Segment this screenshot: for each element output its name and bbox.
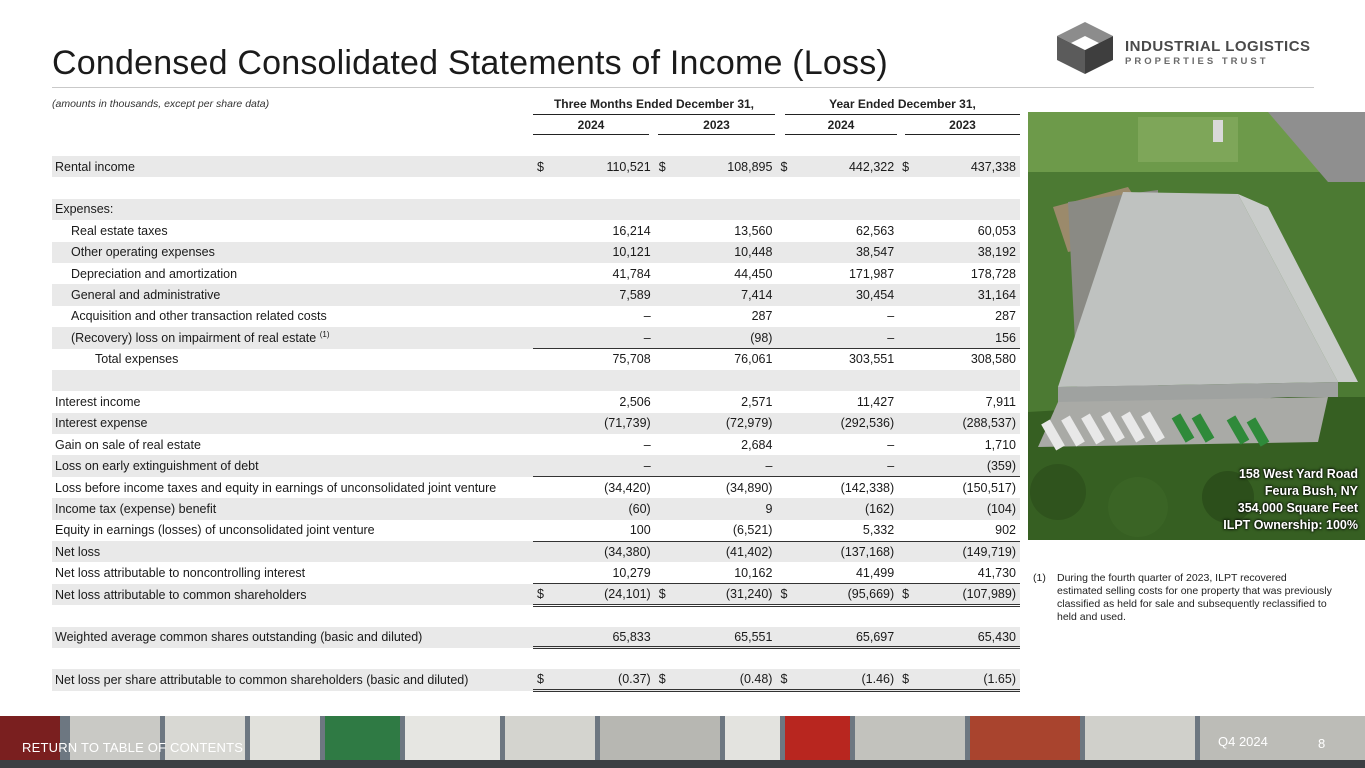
row-label: Net loss <box>52 541 533 562</box>
row-label: (Recovery) loss on impairment of real estate <box>71 331 317 346</box>
page-number: 8 <box>1318 736 1326 751</box>
footer-banner <box>0 716 1365 768</box>
currency-symbol: $ <box>898 156 912 177</box>
value-cell: 10,121 <box>547 242 655 263</box>
value-cell: 62,563 <box>855 223 895 238</box>
table-row <box>52 220 1020 241</box>
year-header: 2024 <box>577 118 605 132</box>
group-header-underline <box>785 114 1020 115</box>
value-cell: 303,551 <box>848 352 895 367</box>
value-cell: 171,987 <box>848 266 895 281</box>
value-cell: (1.46) <box>791 669 899 690</box>
value-cell: (6,521) <box>669 520 777 541</box>
year-header-underline <box>658 134 775 135</box>
table-row <box>52 520 1020 541</box>
value-cell: – <box>791 327 899 348</box>
value-cell: (142,338) <box>840 480 895 495</box>
property-address: 158 West Yard Road <box>1238 467 1358 481</box>
value-cell: (104) <box>912 498 1020 519</box>
value-cell: (71,739) <box>547 413 655 434</box>
row-label: Net loss per share attributable to common shareholders (basic and diluted) <box>52 669 533 690</box>
value-cell: 308,580 <box>970 352 1016 367</box>
row-label: Equity in earnings (losses) of unconsolidated joint venture <box>55 523 375 538</box>
value-cell: 902 <box>912 520 1020 541</box>
table-row <box>52 413 1020 434</box>
table-row <box>52 284 1020 305</box>
year-header: 2023 <box>703 118 730 132</box>
currency-symbol: $ <box>776 584 790 605</box>
row-label: Weighted average common shares outstanding (basic and diluted) <box>52 627 533 648</box>
value-cell: 41,499 <box>791 562 899 583</box>
value-cell: (149,719) <box>912 541 1020 562</box>
table-row <box>52 584 1020 605</box>
value-cell: 5,332 <box>791 520 899 541</box>
company-logo <box>1055 20 1325 76</box>
row-label: Net loss attributable to noncontrolling interest <box>55 566 306 581</box>
property-caption <box>1223 466 1358 534</box>
value-cell: (0.37) <box>547 669 655 690</box>
value-cell: (34,380) <box>547 541 655 562</box>
value-cell: 38,192 <box>912 242 1020 263</box>
value-cell: 10,162 <box>669 562 777 583</box>
currency-symbol: $ <box>776 156 790 177</box>
value-cell: 65,697 <box>791 627 899 648</box>
value-cell: 442,322 <box>791 156 899 177</box>
table-row <box>52 242 1020 263</box>
value-cell: – <box>547 327 655 348</box>
value-cell: (72,979) <box>669 413 777 434</box>
table-row <box>52 669 1020 690</box>
value-cell: 11,427 <box>856 394 895 409</box>
row-label: Real estate taxes <box>71 223 168 238</box>
year-header-underline <box>905 134 1020 135</box>
page-title: Condensed Consolidated Statements of Income (Loss) <box>52 44 888 82</box>
value-cell: – <box>887 437 895 452</box>
value-cell: (359) <box>912 455 1020 476</box>
property-city: Feura Bush, NY <box>1264 484 1358 498</box>
value-cell: (41,402) <box>669 541 777 562</box>
value-cell: 287 <box>751 309 773 324</box>
value-cell: (288,537) <box>912 413 1020 434</box>
value-cell: (31,240) <box>669 584 777 605</box>
table-row <box>52 562 1020 583</box>
table-row <box>52 541 1020 562</box>
property-size: 354,000 Square Feet <box>1237 501 1358 515</box>
row-label: General and administrative <box>71 288 221 303</box>
table-row <box>52 306 1020 327</box>
table-row <box>52 498 1020 519</box>
table-row <box>52 199 1020 220</box>
value-cell: (150,517) <box>962 480 1016 495</box>
value-cell: 10,279 <box>547 562 655 583</box>
footnote-ref: (1) <box>319 330 330 340</box>
value-cell: 2,506 <box>619 394 651 409</box>
currency-symbol: $ <box>655 669 669 690</box>
value-cell: – <box>643 437 651 452</box>
row-label: Rental income <box>52 156 533 177</box>
value-cell: 30,454 <box>791 284 899 305</box>
value-cell: 16,214 <box>612 223 651 238</box>
currency-symbol: $ <box>655 156 669 177</box>
income-statement-table <box>52 156 1020 692</box>
value-cell: (34,420) <box>604 480 651 495</box>
value-cell: 178,728 <box>970 266 1016 281</box>
logo-name: INDUSTRIAL LOGISTICS <box>1125 38 1311 55</box>
currency-symbol: $ <box>533 669 547 690</box>
value-cell: 76,061 <box>734 352 773 367</box>
value-cell: 65,833 <box>547 627 655 648</box>
value-cell: 7,911 <box>985 394 1016 409</box>
value-cell: 100 <box>547 520 655 541</box>
property-photo <box>1028 112 1365 540</box>
value-cell: 7,414 <box>669 284 777 305</box>
currency-symbol: $ <box>898 584 912 605</box>
value-cell: – <box>669 455 777 476</box>
group-header-year: Year Ended December 31, <box>829 97 976 111</box>
value-cell: 156 <box>912 327 1020 348</box>
table-row <box>52 327 1020 348</box>
row-label: Loss before income taxes and equity in earnings of unconsolidated joint venture <box>55 480 497 495</box>
table-row <box>52 434 1020 455</box>
value-cell: 75,708 <box>612 352 651 367</box>
table-row <box>52 477 1020 498</box>
value-cell: 13,560 <box>734 223 773 238</box>
year-header-underline <box>533 134 649 135</box>
value-cell: 41,730 <box>912 562 1020 583</box>
row-label: Interest expense <box>52 413 533 434</box>
group-header-underline <box>533 114 775 115</box>
currency-symbol: $ <box>898 669 912 690</box>
value-cell: 10,448 <box>669 242 777 263</box>
quarter-label: Q4 2024 <box>1218 734 1268 749</box>
row-label: Expenses: <box>52 199 533 220</box>
value-cell: 41,784 <box>612 266 651 281</box>
table-row <box>52 156 1020 177</box>
footnote <box>1033 572 1333 624</box>
row-label: Loss on early extinguishment of debt <box>52 455 533 476</box>
property-ownership: ILPT Ownership: 100% <box>1223 518 1358 532</box>
value-cell: (137,168) <box>791 541 899 562</box>
value-cell: – <box>791 455 899 476</box>
row-label: Gain on sale of real estate <box>55 437 201 452</box>
row-label: Income tax (expense) benefit <box>52 498 533 519</box>
footnote-number: (1) <box>1033 572 1046 584</box>
value-cell: 7,589 <box>547 284 655 305</box>
ilpt-cube-icon <box>1055 20 1115 76</box>
value-cell: 9 <box>669 498 777 519</box>
value-cell: (162) <box>791 498 899 519</box>
value-cell: (95,669) <box>791 584 899 605</box>
return-to-toc-link[interactable]: RETURN TO TABLE OF CONTENTS <box>22 740 244 755</box>
value-cell: 31,164 <box>912 284 1020 305</box>
row-label: Net loss attributable to common shareholders <box>52 584 533 605</box>
value-cell: 437,338 <box>912 156 1020 177</box>
spacer-row <box>52 370 1020 391</box>
row-label: Other operating expenses <box>71 245 215 260</box>
currency-symbol: $ <box>533 584 547 605</box>
value-cell: (34,890) <box>725 480 773 495</box>
year-header: 2023 <box>949 118 976 132</box>
row-label: Acquisition and other transaction related costs <box>71 309 327 324</box>
spacer-row <box>52 177 1020 198</box>
value-cell: (107,989) <box>912 584 1020 605</box>
table-row <box>52 391 1020 412</box>
value-cell: 2,571 <box>741 394 773 409</box>
value-cell: (98) <box>669 327 777 348</box>
value-cell: (0.48) <box>669 669 777 690</box>
value-cell: 60,053 <box>977 223 1016 238</box>
table-row <box>52 627 1020 648</box>
value-cell: 65,551 <box>669 627 777 648</box>
value-cell: 65,430 <box>912 627 1020 648</box>
value-cell: 38,547 <box>791 242 899 263</box>
footnote-text: During the fourth quarter of 2023, ILPT recovered estimated selling costs for one property that was previously classified as held for sale and subsequently reclassified to held and used. <box>1057 572 1332 623</box>
currency-symbol: $ <box>655 584 669 605</box>
table-row <box>52 263 1020 284</box>
value-cell: 287 <box>995 309 1016 324</box>
amounts-note: (amounts in thousands, except per share data) <box>52 98 270 110</box>
value-cell: – <box>643 309 651 324</box>
row-label: Depreciation and amortization <box>71 266 238 281</box>
spacer-row <box>52 605 1020 626</box>
value-cell: (1.65) <box>912 669 1020 690</box>
value-cell: 108,895 <box>669 156 777 177</box>
value-cell: 1,710 <box>984 437 1016 452</box>
value-cell: 110,521 <box>547 156 655 177</box>
table-row <box>52 455 1020 476</box>
year-header-underline <box>785 134 897 135</box>
group-header-three-months: Three Months Ended December 31, <box>553 97 755 111</box>
logo-subtitle: PROPERTIES TRUST <box>1125 56 1269 67</box>
row-label: Total expenses <box>95 352 179 367</box>
row-label: Interest income <box>55 394 141 409</box>
value-cell: – <box>887 309 895 324</box>
value-cell: (24,101) <box>547 584 655 605</box>
value-cell: – <box>547 455 655 476</box>
currency-symbol: $ <box>533 156 547 177</box>
spacer-row <box>52 648 1020 669</box>
table-row <box>52 349 1020 370</box>
year-header: 2024 <box>827 118 855 132</box>
currency-symbol: $ <box>776 669 790 690</box>
title-divider <box>52 87 1314 88</box>
value-cell: 2,684 <box>741 437 773 452</box>
value-cell: (292,536) <box>791 413 899 434</box>
value-cell: 44,450 <box>734 266 773 281</box>
value-cell: (60) <box>547 498 655 519</box>
